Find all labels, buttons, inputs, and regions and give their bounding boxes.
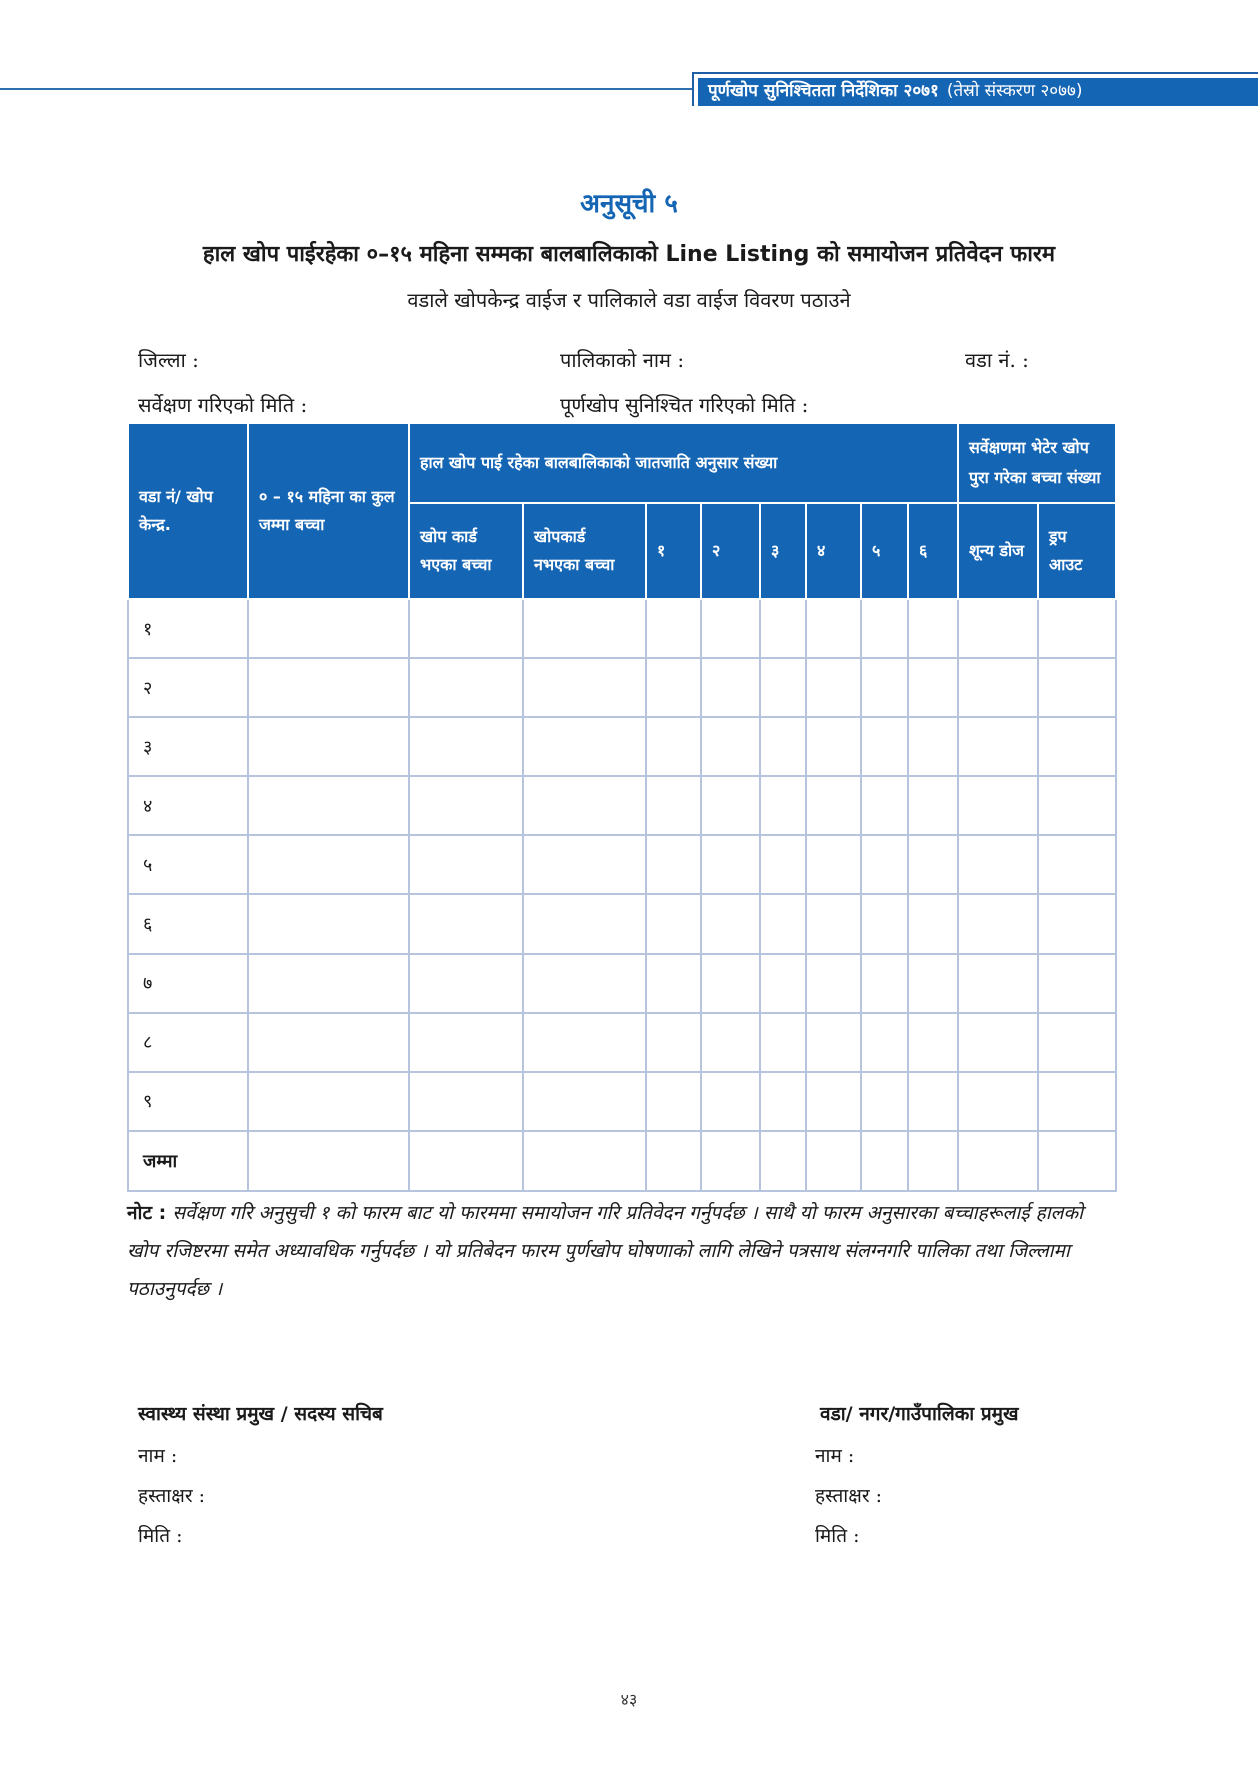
table-cell[interactable] <box>523 717 646 776</box>
table-row <box>128 658 1116 717</box>
left-signatory-title: स्वास्थ्य संस्था प्रमुख / सदस्य सचिब <box>138 1403 383 1425</box>
table-cell[interactable] <box>409 599 523 658</box>
row-label: ९ <box>128 1072 248 1131</box>
table-cell[interactable] <box>646 954 701 1013</box>
table-cell[interactable] <box>646 1072 701 1131</box>
table-cell[interactable] <box>248 599 409 658</box>
table-cell[interactable] <box>701 1131 760 1191</box>
table-row <box>128 717 1116 776</box>
table-cell[interactable] <box>646 599 701 658</box>
note-text: सर्वेक्षण गरि अनुसुची १ को फारम बाट यो फारममा समायोजन गरि प्रतिवेदन गर्नुपर्दछ । साथै यो फारम अनुसारका बच्चाहरूलाई हालको खोप रजिष्टरमा समेत अध्यावधिक गर्नुपर्दछ । यो प्रतिबेदन फारम पुर्णखोप घोषणाको लागि लेखिने पत्रसाथ संलग्नगरि पालिका तथा जिल्लामा पठाउनुपर्दछ । <box>127 1202 1084 1300</box>
table-cell[interactable] <box>646 894 701 953</box>
note-label: नोट : <box>127 1202 167 1224</box>
table-cell[interactable] <box>646 717 701 776</box>
table-cell[interactable] <box>523 835 646 894</box>
table-row <box>128 1072 1116 1131</box>
header-rule <box>0 88 700 90</box>
table-row <box>128 776 1116 835</box>
total-row-label: जम्मा <box>128 1131 248 1191</box>
table-cell[interactable] <box>958 835 1038 894</box>
table-total-row <box>128 1131 1116 1191</box>
table-row <box>128 1013 1116 1072</box>
table-cell[interactable] <box>806 599 861 658</box>
left-signature-field[interactable]: हस्ताक्षर : <box>138 1485 206 1507</box>
table-cell[interactable] <box>806 658 861 717</box>
table-cell[interactable] <box>409 1072 523 1131</box>
survey-date-field[interactable]: सर्वेक्षण गरिएको मिति : <box>138 393 308 417</box>
table-cell[interactable] <box>701 658 760 717</box>
table-cell[interactable] <box>646 1131 701 1191</box>
table-cell[interactable] <box>958 1131 1038 1191</box>
table-cell[interactable] <box>861 894 908 953</box>
table-cell[interactable] <box>646 658 701 717</box>
table-cell[interactable] <box>958 599 1038 658</box>
form-title: हाल खोप पाईरहेका ०–१५ महिना सम्मका बालबालिकाको Line Listing को समायोजन प्रतिवेदन फारम <box>202 242 1056 267</box>
table-row <box>128 599 1116 658</box>
row-label: ८ <box>128 1013 248 1072</box>
header-ethnic-group: हाल खोप पाई रहेका बालबालिकाको जातजाति अनुसार संख्या <box>409 423 958 503</box>
table-cell[interactable] <box>646 835 701 894</box>
table-cell[interactable] <box>701 1013 760 1072</box>
header-total-children: ० – १५ महिना का कुल जम्मा बच्चा <box>248 423 409 599</box>
table-cell[interactable] <box>409 954 523 1013</box>
row-label: ६ <box>128 894 248 953</box>
table-cell[interactable] <box>908 776 958 835</box>
table-cell[interactable] <box>958 658 1038 717</box>
table-cell[interactable] <box>523 776 646 835</box>
table-cell[interactable] <box>701 1072 760 1131</box>
table-cell[interactable] <box>760 894 806 953</box>
complete-date-field[interactable]: पूर्णखोप सुनिश्चित गरिएको मिति : <box>560 393 809 417</box>
table-cell[interactable] <box>861 658 908 717</box>
row-label: २ <box>128 658 248 717</box>
table-cell[interactable] <box>646 1013 701 1072</box>
table-cell[interactable] <box>409 658 523 717</box>
table-cell[interactable] <box>908 835 958 894</box>
table-cell[interactable] <box>248 1013 409 1072</box>
header-title: पूर्णखोप सुनिश्चितता निर्देशिका २०७१ <box>708 81 939 101</box>
table-cell[interactable] <box>861 599 908 658</box>
footnote <box>127 1194 1117 1308</box>
table-cell[interactable] <box>701 954 760 1013</box>
table-cell[interactable] <box>523 658 646 717</box>
table-cell[interactable] <box>248 776 409 835</box>
table-cell[interactable] <box>409 894 523 953</box>
table-cell[interactable] <box>409 1013 523 1072</box>
municipality-field[interactable]: पालिकाको नाम : <box>560 348 685 372</box>
table-row <box>128 894 1116 953</box>
header-edition: (तेस्रो संस्करण २०७७) <box>946 81 1083 101</box>
table-cell[interactable] <box>908 894 958 953</box>
table-cell[interactable] <box>806 776 861 835</box>
table-cell[interactable] <box>409 717 523 776</box>
header-ethnic-3: ३ <box>760 503 806 599</box>
table-cell[interactable] <box>1038 658 1116 717</box>
header-ward: वडा नं/ खोप केन्द्र. <box>128 423 248 599</box>
table-cell[interactable] <box>1038 776 1116 835</box>
table-cell[interactable] <box>806 954 861 1013</box>
table-cell[interactable] <box>861 954 908 1013</box>
table-cell[interactable] <box>646 776 701 835</box>
table-cell[interactable] <box>760 1072 806 1131</box>
table-cell[interactable] <box>1038 1013 1116 1072</box>
header-ethnic-4: ४ <box>806 503 861 599</box>
table-cell[interactable] <box>1038 599 1116 658</box>
table-cell[interactable] <box>958 894 1038 953</box>
table-cell[interactable] <box>523 1131 646 1191</box>
row-label: ४ <box>128 776 248 835</box>
table-cell[interactable] <box>908 599 958 658</box>
table-row <box>128 954 1116 1013</box>
table-cell[interactable] <box>701 717 760 776</box>
header-zero-dose: शून्य डोज <box>958 503 1038 599</box>
table-cell[interactable] <box>701 599 760 658</box>
table-cell[interactable] <box>1038 954 1116 1013</box>
ward-field[interactable]: वडा नं. : <box>965 348 1029 372</box>
table-cell[interactable] <box>806 894 861 953</box>
table-cell[interactable] <box>248 954 409 1013</box>
table-cell[interactable] <box>523 599 646 658</box>
left-name-field[interactable]: नाम : <box>138 1445 178 1467</box>
table-cell[interactable] <box>701 776 760 835</box>
table-cell[interactable] <box>958 954 1038 1013</box>
table-cell[interactable] <box>1038 1072 1116 1131</box>
header-ethnic-5: ५ <box>861 503 908 599</box>
table-cell[interactable] <box>806 1072 861 1131</box>
table-cell[interactable] <box>248 658 409 717</box>
table-cell[interactable] <box>409 835 523 894</box>
header-ethnic-1: १ <box>646 503 701 599</box>
row-label: १ <box>128 599 248 658</box>
right-signature-field[interactable]: हस्ताक्षर : <box>815 1485 883 1507</box>
table-cell[interactable] <box>958 717 1038 776</box>
table-cell[interactable] <box>908 717 958 776</box>
table-cell[interactable] <box>908 1131 958 1191</box>
table-cell[interactable] <box>760 599 806 658</box>
table-cell[interactable] <box>958 1013 1038 1072</box>
table-cell[interactable] <box>409 1131 523 1191</box>
table-cell[interactable] <box>523 894 646 953</box>
table-cell[interactable] <box>861 835 908 894</box>
table-cell[interactable] <box>248 1072 409 1131</box>
table-cell[interactable] <box>958 1072 1038 1131</box>
header-banner <box>692 72 1258 106</box>
table-cell[interactable] <box>861 776 908 835</box>
table-cell[interactable] <box>248 717 409 776</box>
table-cell[interactable] <box>806 717 861 776</box>
table-cell[interactable] <box>861 1072 908 1131</box>
table-cell[interactable] <box>523 1072 646 1131</box>
table-cell[interactable] <box>248 894 409 953</box>
header-survey-group: सर्वेक्षणमा भेटेर खोप पुरा गरेका बच्चा संख्या <box>958 423 1116 503</box>
table-cell[interactable] <box>760 658 806 717</box>
table-cell[interactable] <box>248 835 409 894</box>
row-label: ७ <box>128 954 248 1013</box>
header-without-card: खोपकार्ड नभएका बच्चा <box>523 503 646 599</box>
table-cell[interactable] <box>958 776 1038 835</box>
table-cell[interactable] <box>806 835 861 894</box>
page-number: ४३ <box>620 1690 638 1709</box>
table-row <box>128 835 1116 894</box>
header-with-card: खोप कार्ड भएका बच्चा <box>409 503 523 599</box>
right-signatory-title: वडा/ नगर/गाउँपालिका प्रमुख <box>820 1403 1019 1425</box>
table-cell[interactable] <box>760 1131 806 1191</box>
table-cell[interactable] <box>1038 894 1116 953</box>
table-cell[interactable] <box>1038 835 1116 894</box>
table-cell[interactable] <box>701 894 760 953</box>
table-cell[interactable] <box>523 954 646 1013</box>
table-cell[interactable] <box>523 1013 646 1072</box>
right-name-field[interactable]: नाम : <box>815 1445 855 1467</box>
table-cell[interactable] <box>861 717 908 776</box>
header-dropout: ड्रप आउट <box>1038 503 1116 599</box>
row-label: ५ <box>128 835 248 894</box>
left-date-field[interactable]: मिति : <box>138 1525 183 1547</box>
district-field[interactable]: जिल्ला : <box>138 348 199 372</box>
table-cell[interactable] <box>806 1131 861 1191</box>
table-cell[interactable] <box>760 954 806 1013</box>
table-cell[interactable] <box>760 776 806 835</box>
table-cell[interactable] <box>409 776 523 835</box>
table-cell[interactable] <box>1038 1131 1116 1191</box>
table-cell[interactable] <box>806 1013 861 1072</box>
table-cell[interactable] <box>861 1131 908 1191</box>
row-label: ३ <box>128 717 248 776</box>
form-instruction: वडाले खोपकेन्द्र वाईज र पालिकाले वडा वाईज विवरण पठाउने <box>407 288 851 312</box>
right-date-field[interactable]: मिति : <box>815 1525 860 1547</box>
table-cell[interactable] <box>760 835 806 894</box>
table-cell[interactable] <box>861 1013 908 1072</box>
table-cell[interactable] <box>908 658 958 717</box>
table-cell[interactable] <box>760 717 806 776</box>
header-ethnic-2: २ <box>701 503 760 599</box>
table-cell[interactable] <box>908 1013 958 1072</box>
table-cell[interactable] <box>760 1013 806 1072</box>
table-cell[interactable] <box>701 835 760 894</box>
table-cell[interactable] <box>1038 717 1116 776</box>
header-ethnic-6: ६ <box>908 503 958 599</box>
line-listing-table <box>127 422 1117 1192</box>
table-cell[interactable] <box>908 954 958 1013</box>
table-cell[interactable] <box>908 1072 958 1131</box>
annex-title: अनुसूची ५ <box>580 189 678 219</box>
table-cell[interactable] <box>248 1131 409 1191</box>
